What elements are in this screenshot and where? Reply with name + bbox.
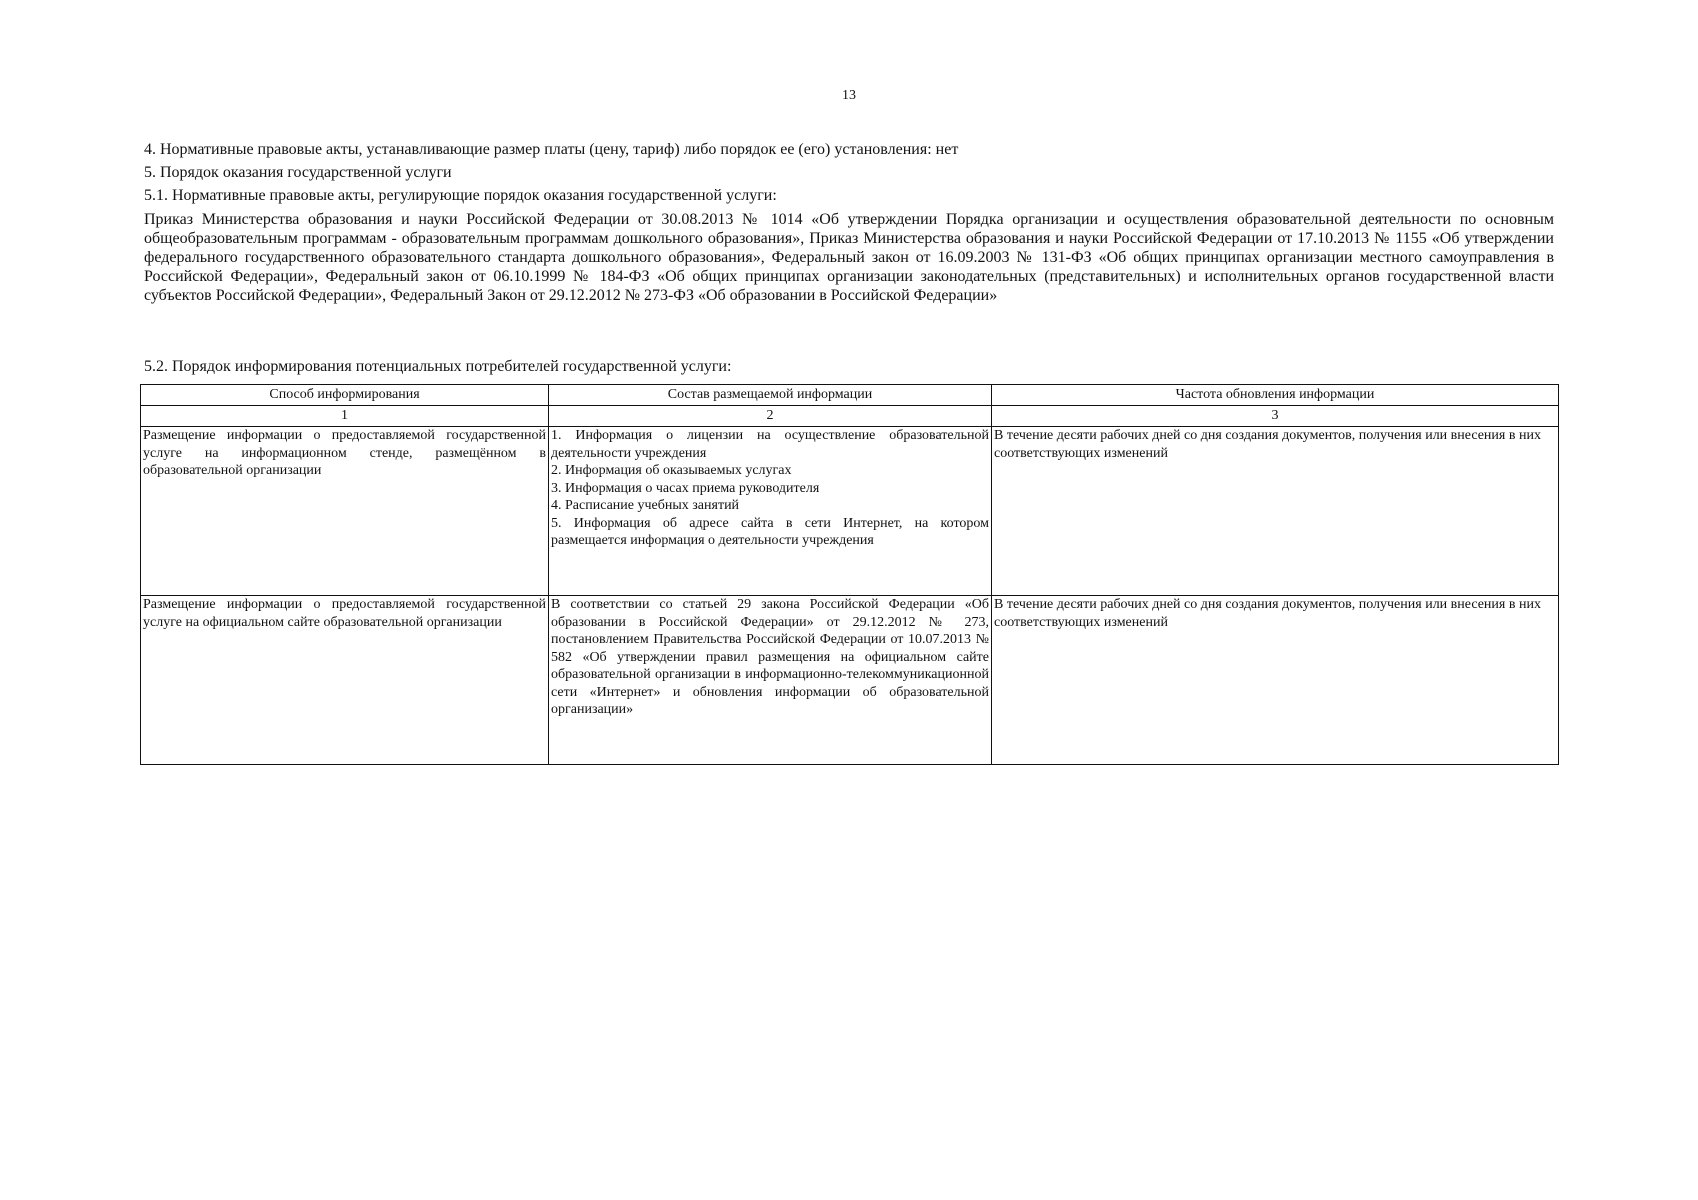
list-item: 1. Информация о лицензии на осуществление образовательной деятельности учреждения [551, 428, 989, 461]
item-5-heading: 5. Порядок оказания государственной услуги [144, 164, 452, 181]
frequency-cell: В течение десяти рабочих дней со дня создания документов, получения или внесения в них соответствующих изменений [992, 596, 1559, 765]
method-cell: Размещение информации о предоставляемой государственной услуге на официальном сайте образовательной организации [141, 596, 549, 765]
regulatory-acts-paragraph: Приказ Министерства образования и науки Российской Федерации от 30.08.2013 № 1014 «Об утверждении Порядка организации и осуществления образовательной деятельности по основным общеобразовательным программам - образовательным программам дошкольного образования», Приказ Министерства образования и науки Российской Федерации от 17.10.2013 № 1155 «Об утверждении федерального государственного образовательного стандарта дошкольного образования», Федеральный закон от 16.09.2003 № 131-ФЗ «Об общих принципах организации местного самоуправления в Российской Федерации», Федеральный закон от 06.10.1999 № 184-ФЗ «Об общих принципах организации законодательных (представительных) и исполнительных органов государственной власти субъектов Российской Федерации», Федеральный Закон от 29.12.2012 № 273-ФЗ «Об образовании в Российской Федерации» [144, 211, 1554, 304]
item-5-2-heading: 5.2. Порядок информирования потенциальных потребителей государственной услуги: [144, 358, 732, 375]
table-row [141, 596, 1559, 765]
column-header-content: Состав размещаемой информации [549, 385, 992, 406]
column-header-frequency: Частота обновления информации [992, 385, 1559, 406]
method-cell: Размещение информации о предоставляемой государственной услуге на информационном стенде, размещённом в образовательной организации [141, 427, 549, 596]
list-item: 2. Информация об оказываемых услугах [551, 463, 792, 478]
column-header-method: Способ информирования [141, 385, 549, 406]
column-number-3: 3 [992, 406, 1559, 427]
list-item: 4. Расписание учебных занятий [551, 498, 740, 513]
content-cell [549, 427, 992, 596]
item-4-fee-acts: 4. Нормативные правовые акты, устанавливающие размер платы (цену, тариф) либо порядок ее (его) установления: нет [144, 141, 959, 158]
table-row [141, 427, 1559, 596]
column-number-2: 2 [549, 406, 992, 427]
column-number-1: 1 [141, 406, 549, 427]
table-header-row [141, 385, 1559, 406]
informing-table [140, 384, 1559, 765]
column-number-row [141, 406, 1559, 427]
document-body [144, 138, 1554, 305]
list-item: 3. Информация о часах приема руководителя [551, 480, 820, 496]
content-cell: В соответствии со статьей 29 закона Российской Федерации «Об образовании в Российской Федерации» от 29.12.2012 № 273, постановлением Правительства Российской Федерации от 10.07.2013 № 582 «Об утверждении правил размещения на официальном сайте образовательной организации в информационно-телекоммуникационной сети «Интернет» и обновления информации об образовательной организации» [549, 596, 992, 765]
page-number: 13 [842, 88, 856, 103]
list-item: 5. Информация об адресе сайта в сети Интернет, на котором размещается информация о деятельности учреждения [551, 515, 989, 548]
frequency-cell: В течение десяти рабочих дней со дня создания документов, получения или внесения в них соответствующих изменений [992, 427, 1559, 596]
item-5-1-heading: 5.1. Нормативные правовые акты, регулирующие порядок оказания государственной услуги: [144, 187, 777, 204]
